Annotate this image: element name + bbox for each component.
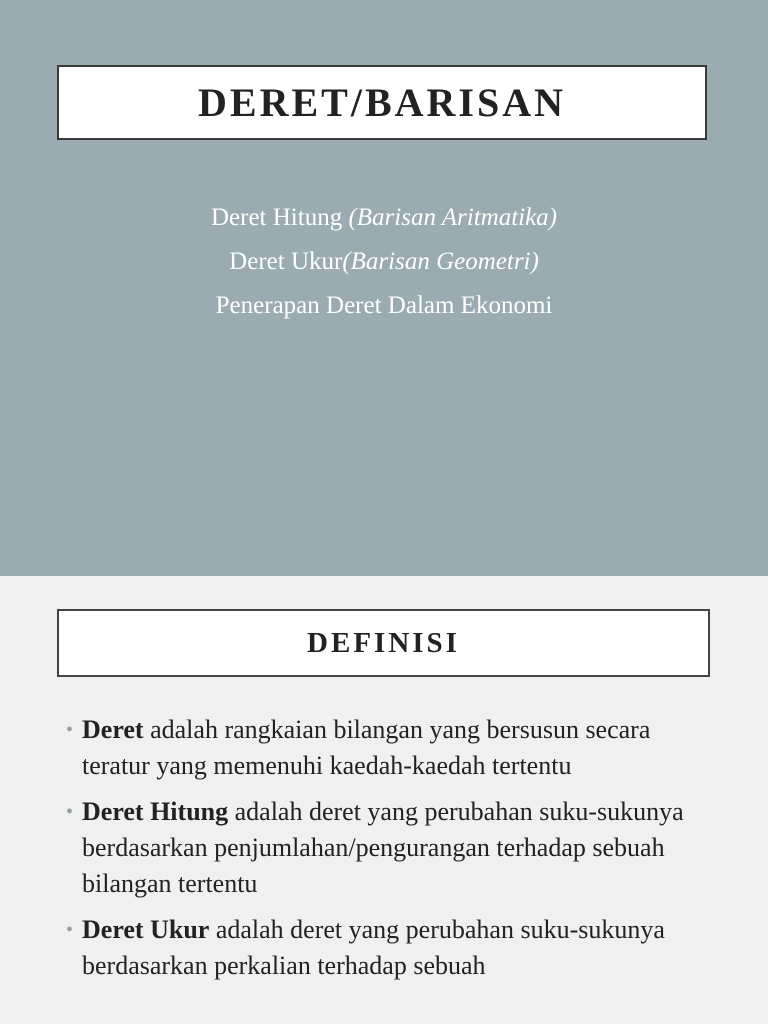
subtitle-item xyxy=(0,240,768,284)
subtitle-item xyxy=(0,196,768,240)
subtitle-normal: Deret Hitung xyxy=(210,204,349,231)
title-box xyxy=(57,65,707,140)
subtitle-normal: Penerapan Deret Dalam Ekonomi xyxy=(215,292,553,319)
definition-text: adalah deret yang perubahan suku-sukunya berdasarkan penjumlahan/pengurangan terhadap sebuah bilangan tertentu xyxy=(82,797,684,898)
list-item xyxy=(64,712,704,784)
subtitle-normal: Deret Ukur xyxy=(229,248,343,275)
heading-box xyxy=(57,609,710,677)
subtitle-list xyxy=(0,196,768,328)
bullet-icon: • xyxy=(66,719,74,741)
subtitle-italic: (Barisan Geometri) xyxy=(342,248,539,275)
definition-list xyxy=(64,712,704,994)
subtitle-item xyxy=(0,284,768,328)
list-item xyxy=(64,794,704,902)
slide-title-text: DERET/BARISAN xyxy=(198,80,566,125)
slide-definisi xyxy=(0,576,768,1024)
definition-term: Deret Ukur xyxy=(82,915,210,944)
definition-text: adalah rangkaian bilangan yang bersusun secara teratur yang memenuhi kaedah-kaedah tertentu xyxy=(82,715,651,780)
list-item xyxy=(64,912,704,984)
bullet-icon: • xyxy=(66,801,74,823)
definition-term: Deret xyxy=(82,715,144,744)
definition-term: Deret Hitung xyxy=(82,797,229,826)
bullet-icon: • xyxy=(66,919,74,941)
slide-heading: DEFINISI xyxy=(307,626,460,659)
subtitle-italic: (Barisan Aritmatika) xyxy=(348,204,558,231)
definition-text: adalah deret yang perubahan suku-sukunya berdasarkan perkalian terhadap sebuah xyxy=(82,915,665,980)
